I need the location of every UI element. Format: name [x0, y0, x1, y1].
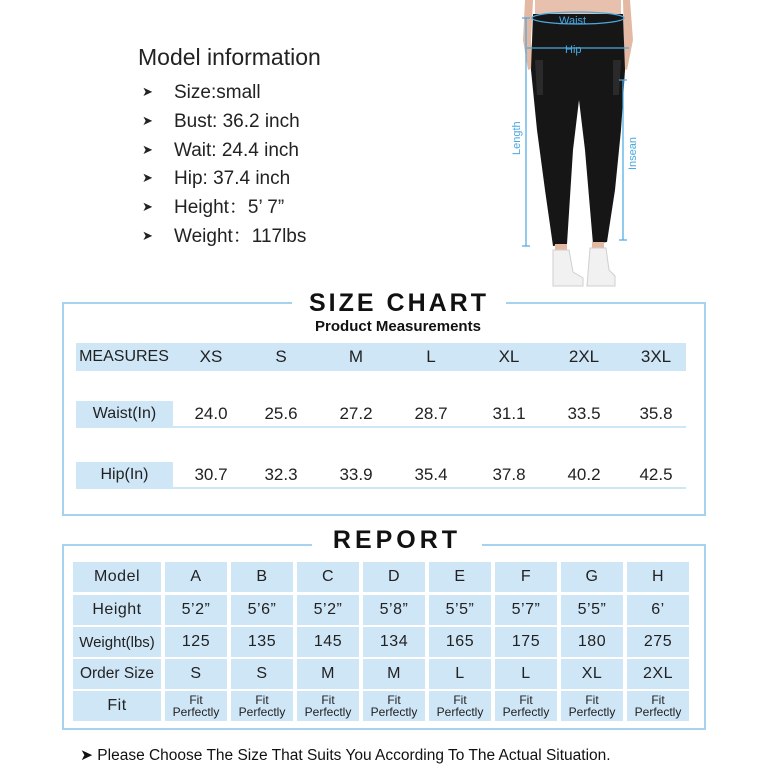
inseam-label: Insean [627, 136, 639, 170]
report-cell: F [495, 562, 557, 592]
arrowhead-bullet-icon: ➤ [142, 227, 153, 243]
report-cell: C [297, 562, 359, 592]
report-cell: 145 [297, 627, 359, 657]
report-row-label: Height [73, 595, 161, 625]
report-cell: 175 [495, 627, 557, 657]
report-cell: 180 [561, 627, 623, 657]
arrowhead-bullet-icon: ➤ [142, 141, 153, 157]
report-cell: M [363, 659, 425, 689]
arrowhead-bullet-icon: ➤ [142, 112, 153, 128]
model-info-text: Hip: 37.4 inch [174, 168, 291, 190]
size-chart-value: 37.8 [492, 465, 526, 484]
size-chart-value: 40.2 [567, 465, 601, 484]
report-cell: 275 [627, 627, 689, 657]
model-info-title: Model information [138, 44, 321, 70]
size-chart-value: 25.6 [264, 404, 298, 423]
report-cell: L [495, 659, 557, 689]
report-cell: L [429, 659, 491, 689]
size-chart-value: 33.9 [339, 465, 373, 484]
size-chart-header-size: M [348, 347, 364, 366]
report-title: REPORT [312, 524, 482, 556]
report-cell: 134 [363, 627, 425, 657]
report-cell: S [165, 659, 227, 689]
size-advice-note: ➤ Please Choose The Size That Suits You According To The Actual Situation. [80, 747, 611, 764]
model-info-text: Height：5’ 7” [174, 197, 285, 219]
hip-label: Hip [565, 44, 582, 56]
report-cell: 5’2” [165, 595, 227, 625]
length-label: Length [511, 121, 523, 155]
model-info-item [142, 78, 306, 107]
size-chart-value: 35.8 [639, 404, 673, 423]
model-info-item [142, 164, 306, 193]
model-info-item [142, 136, 306, 165]
report-cell: H [627, 562, 689, 592]
report-cell: 165 [429, 627, 491, 657]
report-cell: A [165, 562, 227, 592]
arrowhead-bullet-icon: ➤ [142, 84, 153, 99]
model-info-text: Size:small [174, 82, 261, 103]
size-chart-subtitle: Product Measurements [315, 318, 481, 335]
size-chart-header-size: XS [199, 347, 223, 366]
arrowhead-bullet-icon: ➤ [142, 199, 153, 215]
size-chart-header-size: XL [498, 347, 520, 366]
report-cell-fit: Fit Perfectly [495, 691, 557, 721]
report-cell: M [297, 659, 359, 689]
model-info-text: Weight：117lbs [174, 225, 307, 247]
report-row-label: Model [73, 562, 161, 592]
model-info-text: Bust: 36.2 inch [174, 110, 300, 132]
model-figure [523, 0, 633, 286]
report-cell-fit: Fit Perfectly [561, 691, 623, 721]
report-cell: 2XL [627, 659, 689, 689]
report-cell: 5’5” [429, 595, 491, 625]
size-chart-value: 42.5 [639, 465, 673, 484]
size-chart-value: 33.5 [567, 404, 601, 423]
report-row-label: Order Size [73, 659, 161, 689]
size-chart-row-label-waist: Waist(In) [92, 405, 157, 422]
size-chart-value: 28.7 [414, 404, 448, 423]
report-cell-fit: Fit Perfectly [627, 691, 689, 721]
size-chart-header-size: S [275, 347, 287, 366]
report-cell: 135 [231, 627, 293, 657]
waist-label: Waist [559, 15, 587, 27]
size-chart-row-label-hip: Hip(In) [100, 466, 149, 483]
report-cell-fit: Fit Perfectly [363, 691, 425, 721]
leggings-illustration [495, 0, 645, 292]
report-cell: 125 [165, 627, 227, 657]
model-info-item [142, 222, 306, 251]
model-info-text: Wait: 24.4 inch [174, 139, 299, 161]
report-cell: D [363, 562, 425, 592]
report-cell-fit: Fit Perfectly [231, 691, 293, 721]
size-chart-header-measures: MEASURES [79, 348, 169, 365]
size-chart-header-size: L [426, 347, 436, 366]
report-cell: 5’7” [495, 595, 557, 625]
report-cell: XL [561, 659, 623, 689]
size-chart-value: 27.2 [339, 404, 373, 423]
size-chart-value: 35.4 [414, 465, 448, 484]
report-row-label: Fit [73, 691, 161, 721]
report-cell-fit: Fit Perfectly [429, 691, 491, 721]
report-cell-fit: Fit Perfectly [297, 691, 359, 721]
size-chart-header-divider [76, 369, 686, 371]
size-chart-header-size: 3XL [640, 347, 672, 366]
size-chart-title: SIZE CHART [292, 287, 506, 319]
report-cell: B [231, 562, 293, 592]
report-cell: S [231, 659, 293, 689]
report-cell: 6’ [627, 595, 689, 625]
model-info-item [142, 193, 306, 222]
size-chart-value: 32.3 [264, 465, 298, 484]
report-row-label: Weight(lbs) [73, 627, 161, 657]
report-cell: G [561, 562, 623, 592]
model-info-list [142, 78, 306, 251]
report-cell-fit: Fit Perfectly [165, 691, 227, 721]
size-chart-value: 24.0 [194, 404, 228, 423]
report-cell: E [429, 562, 491, 592]
model-info-item [142, 107, 306, 136]
arrowhead-bullet-icon: ➤ [142, 170, 153, 186]
size-chart-value: 31.1 [492, 404, 526, 423]
report-cell: 5’5” [561, 595, 623, 625]
report-cell: 5’2” [297, 595, 359, 625]
size-chart-value: 30.7 [194, 465, 228, 484]
report-cell: 5’8” [363, 595, 425, 625]
size-chart-header-size: 2XL [568, 347, 600, 366]
report-cell: 5’6” [231, 595, 293, 625]
